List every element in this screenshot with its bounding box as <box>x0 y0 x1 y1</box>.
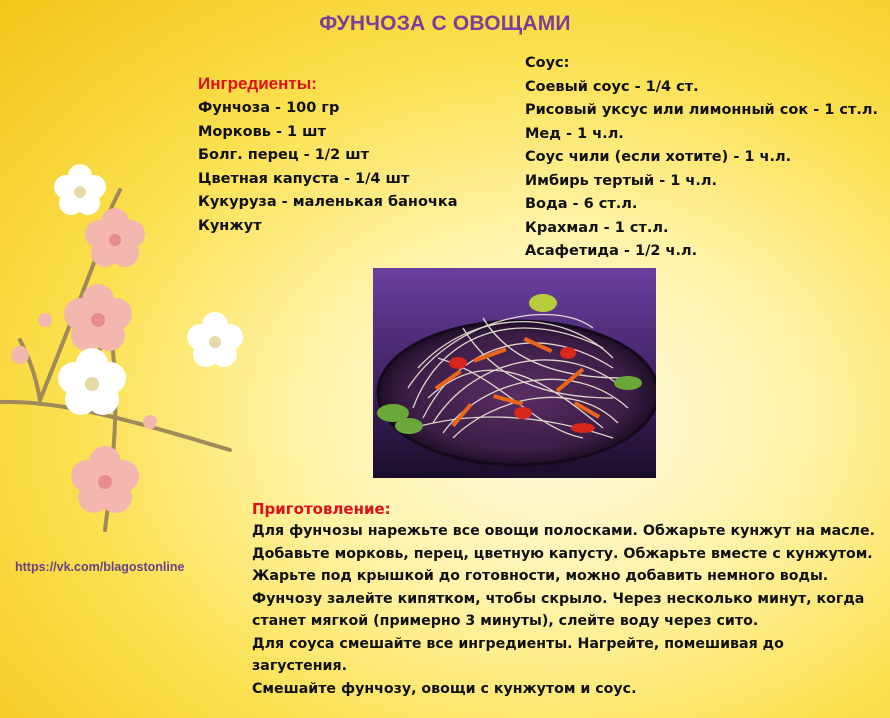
ingredients-section <box>198 74 458 238</box>
preparation-line: Для соуса смешайте все ингредиенты. Нагрейте, помешивая до <box>252 635 784 652</box>
sauce-item: Соус чили (если хотите) - 1 ч.л. <box>525 149 792 165</box>
preparation-line: Для фунчозы нарежьте все овощи полосками. Обжарьте кунжут на масле. <box>252 523 875 539</box>
sauce-item: Вода - 6 ст.л. <box>525 196 638 212</box>
preparation-line: Фунчозу залейте кипятком, чтобы скрыло. Через несколько минут, когда <box>252 590 865 607</box>
page-title: ФУНЧОЗА С ОВОЩАМИ <box>319 12 571 35</box>
sauce-heading: Соус: <box>525 55 570 71</box>
sauce-section <box>525 52 878 264</box>
ingredient-item: Кунжут <box>198 217 262 234</box>
pink-blossom-icon <box>71 446 139 513</box>
sauce-item: Рисовый уксус или лимонный сок - 1 ст.л. <box>525 102 879 118</box>
ingredients-heading: Ингредиенты: <box>198 74 317 93</box>
sauce-item: Крахмал - 1 ст.л. <box>525 219 669 236</box>
ingredient-item: Фунчоза - 100 гр <box>198 100 340 116</box>
preparation-line: Жарьте под крышкой до готовности, можно добавить немного воды. <box>252 568 829 584</box>
ingredient-item: Цветная капуста - 1/4 шт <box>198 170 410 187</box>
dish-photo <box>373 268 656 478</box>
sauce-item: Мед - 1 ч.л. <box>525 125 624 142</box>
preparation-section <box>252 498 875 700</box>
ingredient-item: Кукуруза - маленькая баночка <box>198 194 458 210</box>
preparation-line: загустения. <box>252 658 347 674</box>
white-blossom-icon <box>54 164 106 215</box>
sauce-item: Соевый соус - 1/4 ст. <box>525 78 699 95</box>
preparation-line: Добавьте морковь, перец, цветную капусту. Обжарьте вместе с кунжутом. <box>252 545 873 562</box>
ingredient-item: Болг. перец - 1/2 шт <box>198 147 370 163</box>
ingredient-item: Морковь - 1 шт <box>198 123 326 140</box>
preparation-line: станет мягкой (примерно 3 минуты), слейте воду через сито. <box>252 613 759 629</box>
white-blossom-icon <box>58 348 126 415</box>
pink-blossom-icon <box>85 208 145 267</box>
sauce-item: Имбирь тертый - 1 ч.л. <box>525 172 718 189</box>
preparation-heading: Приготовление: <box>252 500 391 518</box>
white-blossom-icon <box>187 312 243 367</box>
pink-blossom-icon <box>64 284 132 351</box>
sauce-item: Асафетида - 1/2 ч.л. <box>525 243 698 259</box>
source-link[interactable]: https://vk.com/blagostonline <box>15 560 185 574</box>
preparation-line: Смешайте фунчозу, овощи с кунжутом и соус. <box>252 680 637 697</box>
